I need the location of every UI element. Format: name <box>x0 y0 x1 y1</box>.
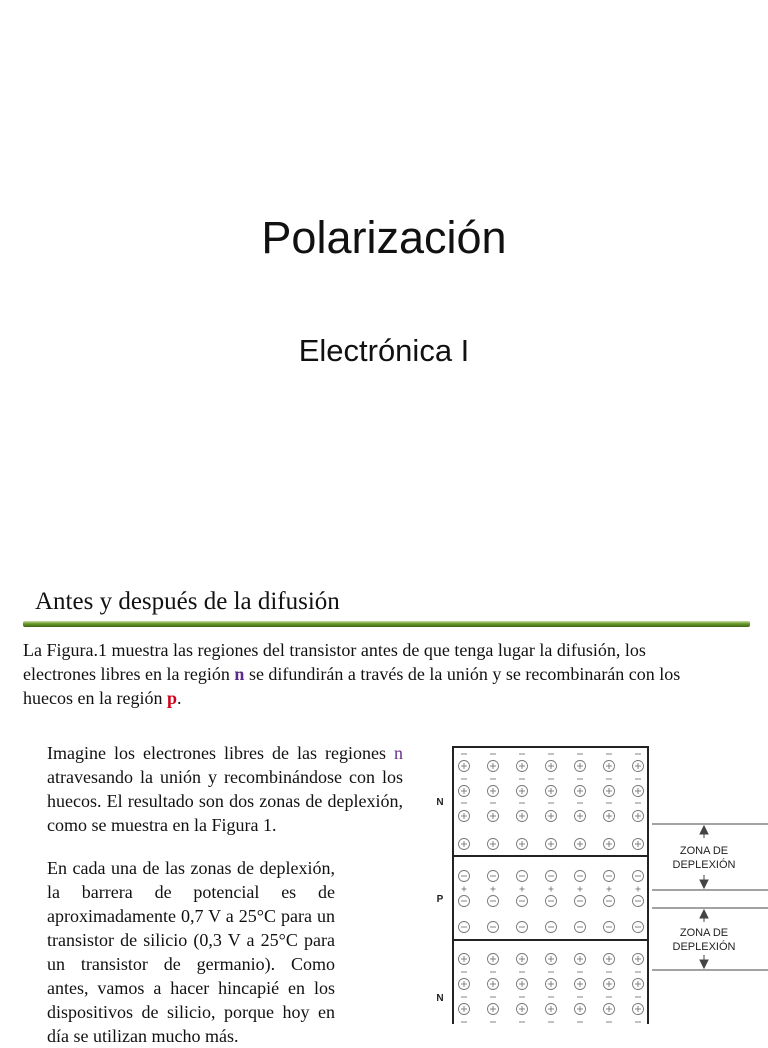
donor-ion-icon <box>517 761 528 772</box>
donor-ion-icon <box>488 1004 499 1015</box>
acceptor-ion-icon <box>517 896 528 907</box>
donor-ion-icon <box>517 811 528 822</box>
col1-text-2: atravesando la unión y recombinándose con los huecos. El resultado son dos zonas de deplexión, como se muestra en la Figura 1. <box>47 767 403 835</box>
donor-ion-icon <box>633 1004 644 1015</box>
donor-ion-icon <box>546 839 557 850</box>
donor-ion-icon <box>517 839 528 850</box>
intro-paragraph <box>23 638 711 710</box>
acceptor-ion-icon <box>575 922 586 933</box>
column-paragraph-2: En cada una de las zonas de deplexión, la barrera de potencial es de aproximadamente 0,7 V a 25°C para un transistor de silicio (0,3 V a 25°C para un transistor de germanio). Como antes, vamos a hacer hincapié en los dispositivos de silicio, porque hoy en día se utilizan mucho más. <box>47 858 335 1046</box>
donor-ion-icon <box>546 786 557 797</box>
depletion-label-2-line2: DEPLEXIÓN <box>672 941 736 953</box>
acceptor-ion-icon <box>633 922 644 933</box>
acceptor-ion-icon <box>575 871 586 882</box>
hole-mark <box>578 887 583 892</box>
hole-mark <box>491 887 496 892</box>
donor-ion-icon <box>604 811 615 822</box>
donor-ion-icon <box>633 979 644 990</box>
arrow-down-icon <box>700 960 708 968</box>
acceptor-ion-icon <box>459 922 470 933</box>
hole-mark <box>520 887 525 892</box>
acceptor-ion-icon <box>488 871 499 882</box>
slide-title: Polarización <box>261 212 507 263</box>
donor-ion-icon <box>459 954 470 965</box>
donor-ion-icon <box>633 839 644 850</box>
donor-ion-icon <box>633 786 644 797</box>
section-heading: Antes y después de la difusión <box>35 588 340 615</box>
arrow-down-icon <box>700 880 708 888</box>
transistor-depletion-figure <box>428 740 768 1024</box>
donor-ion-icon <box>575 761 586 772</box>
donor-ion-icon <box>459 979 470 990</box>
donor-ion-icon <box>604 979 615 990</box>
acceptor-ion-icon <box>517 871 528 882</box>
donor-ion-icon <box>604 1004 615 1015</box>
depletion-label-1-line1: ZONA DE <box>679 845 729 857</box>
donor-ion-icon <box>604 839 615 850</box>
acceptor-ion-icon <box>575 896 586 907</box>
donor-ion-icon <box>546 1004 557 1015</box>
acceptor-ion-icon <box>459 871 470 882</box>
acceptor-ion-icon <box>604 871 615 882</box>
donor-ion-icon <box>459 839 470 850</box>
donor-ion-icon <box>488 761 499 772</box>
donor-ion-icon <box>633 954 644 965</box>
acceptor-ion-icon <box>633 871 644 882</box>
donor-ion-icon <box>488 979 499 990</box>
heading-divider <box>23 620 750 629</box>
n-region-mention: n <box>394 743 403 763</box>
arrow-up-icon <box>700 910 708 918</box>
donor-ion-icon <box>488 839 499 850</box>
acceptor-ion-icon <box>546 922 557 933</box>
donor-ion-icon <box>575 786 586 797</box>
acceptor-ion-icon <box>488 896 499 907</box>
donor-ion-icon <box>459 786 470 797</box>
charge-symbols <box>459 754 644 1022</box>
donor-ion-icon <box>459 811 470 822</box>
hole-mark <box>636 887 641 892</box>
acceptor-ion-icon <box>517 922 528 933</box>
intro-text-1: La Figura.1 muestra las regiones del transistor antes de que tenga lugar la difusión, los electrones libres en la región <box>23 640 646 684</box>
donor-ion-icon <box>488 954 499 965</box>
acceptor-ion-icon <box>604 896 615 907</box>
donor-ion-icon <box>459 1004 470 1015</box>
slide-subtitle: Electrónica I <box>298 333 470 368</box>
region-label-n-bottom: N <box>436 993 444 1004</box>
donor-ion-icon <box>633 761 644 772</box>
donor-ion-icon <box>517 786 528 797</box>
region-label-n-top: N <box>436 797 444 808</box>
donor-ion-icon <box>546 811 557 822</box>
donor-ion-icon <box>604 786 615 797</box>
column-paragraph-1 <box>47 741 403 837</box>
donor-ion-icon <box>517 979 528 990</box>
arrow-up-icon <box>700 826 708 834</box>
acceptor-ion-icon <box>546 896 557 907</box>
acceptor-ion-icon <box>459 896 470 907</box>
donor-ion-icon <box>575 954 586 965</box>
acceptor-ion-icon <box>488 922 499 933</box>
hole-mark <box>549 887 554 892</box>
donor-ion-icon <box>517 954 528 965</box>
donor-ion-icon <box>517 1004 528 1015</box>
depletion-label-2-line1: ZONA DE <box>679 927 729 939</box>
hole-mark <box>607 887 612 892</box>
acceptor-ion-icon <box>546 871 557 882</box>
donor-ion-icon <box>633 811 644 822</box>
donor-ion-icon <box>546 761 557 772</box>
donor-ion-icon <box>546 979 557 990</box>
transistor-outline <box>453 747 648 1024</box>
region-label-p: P <box>436 894 444 905</box>
donor-ion-icon <box>575 979 586 990</box>
hole-mark <box>462 887 467 892</box>
donor-ion-icon <box>575 811 586 822</box>
donor-ion-icon <box>604 761 615 772</box>
intro-text-3: . <box>176 688 182 708</box>
acceptor-ion-icon <box>633 896 644 907</box>
col1-text-1: Imagine los electrones libres de las regiones <box>47 743 394 763</box>
donor-ion-icon <box>488 811 499 822</box>
donor-ion-icon <box>575 839 586 850</box>
donor-ion-icon <box>604 954 615 965</box>
donor-ion-icon <box>546 954 557 965</box>
donor-ion-icon <box>575 1004 586 1015</box>
acceptor-ion-icon <box>604 922 615 933</box>
donor-ion-icon <box>488 786 499 797</box>
p-region-highlight: p <box>166 688 177 708</box>
donor-ion-icon <box>459 761 470 772</box>
intro-text-2: se difundirán a través de la unión y se recombinarán con los huecos en la región <box>23 664 681 708</box>
depletion-label-1-line2: DEPLEXIÓN <box>672 859 736 871</box>
n-region-highlight: n <box>234 664 245 684</box>
